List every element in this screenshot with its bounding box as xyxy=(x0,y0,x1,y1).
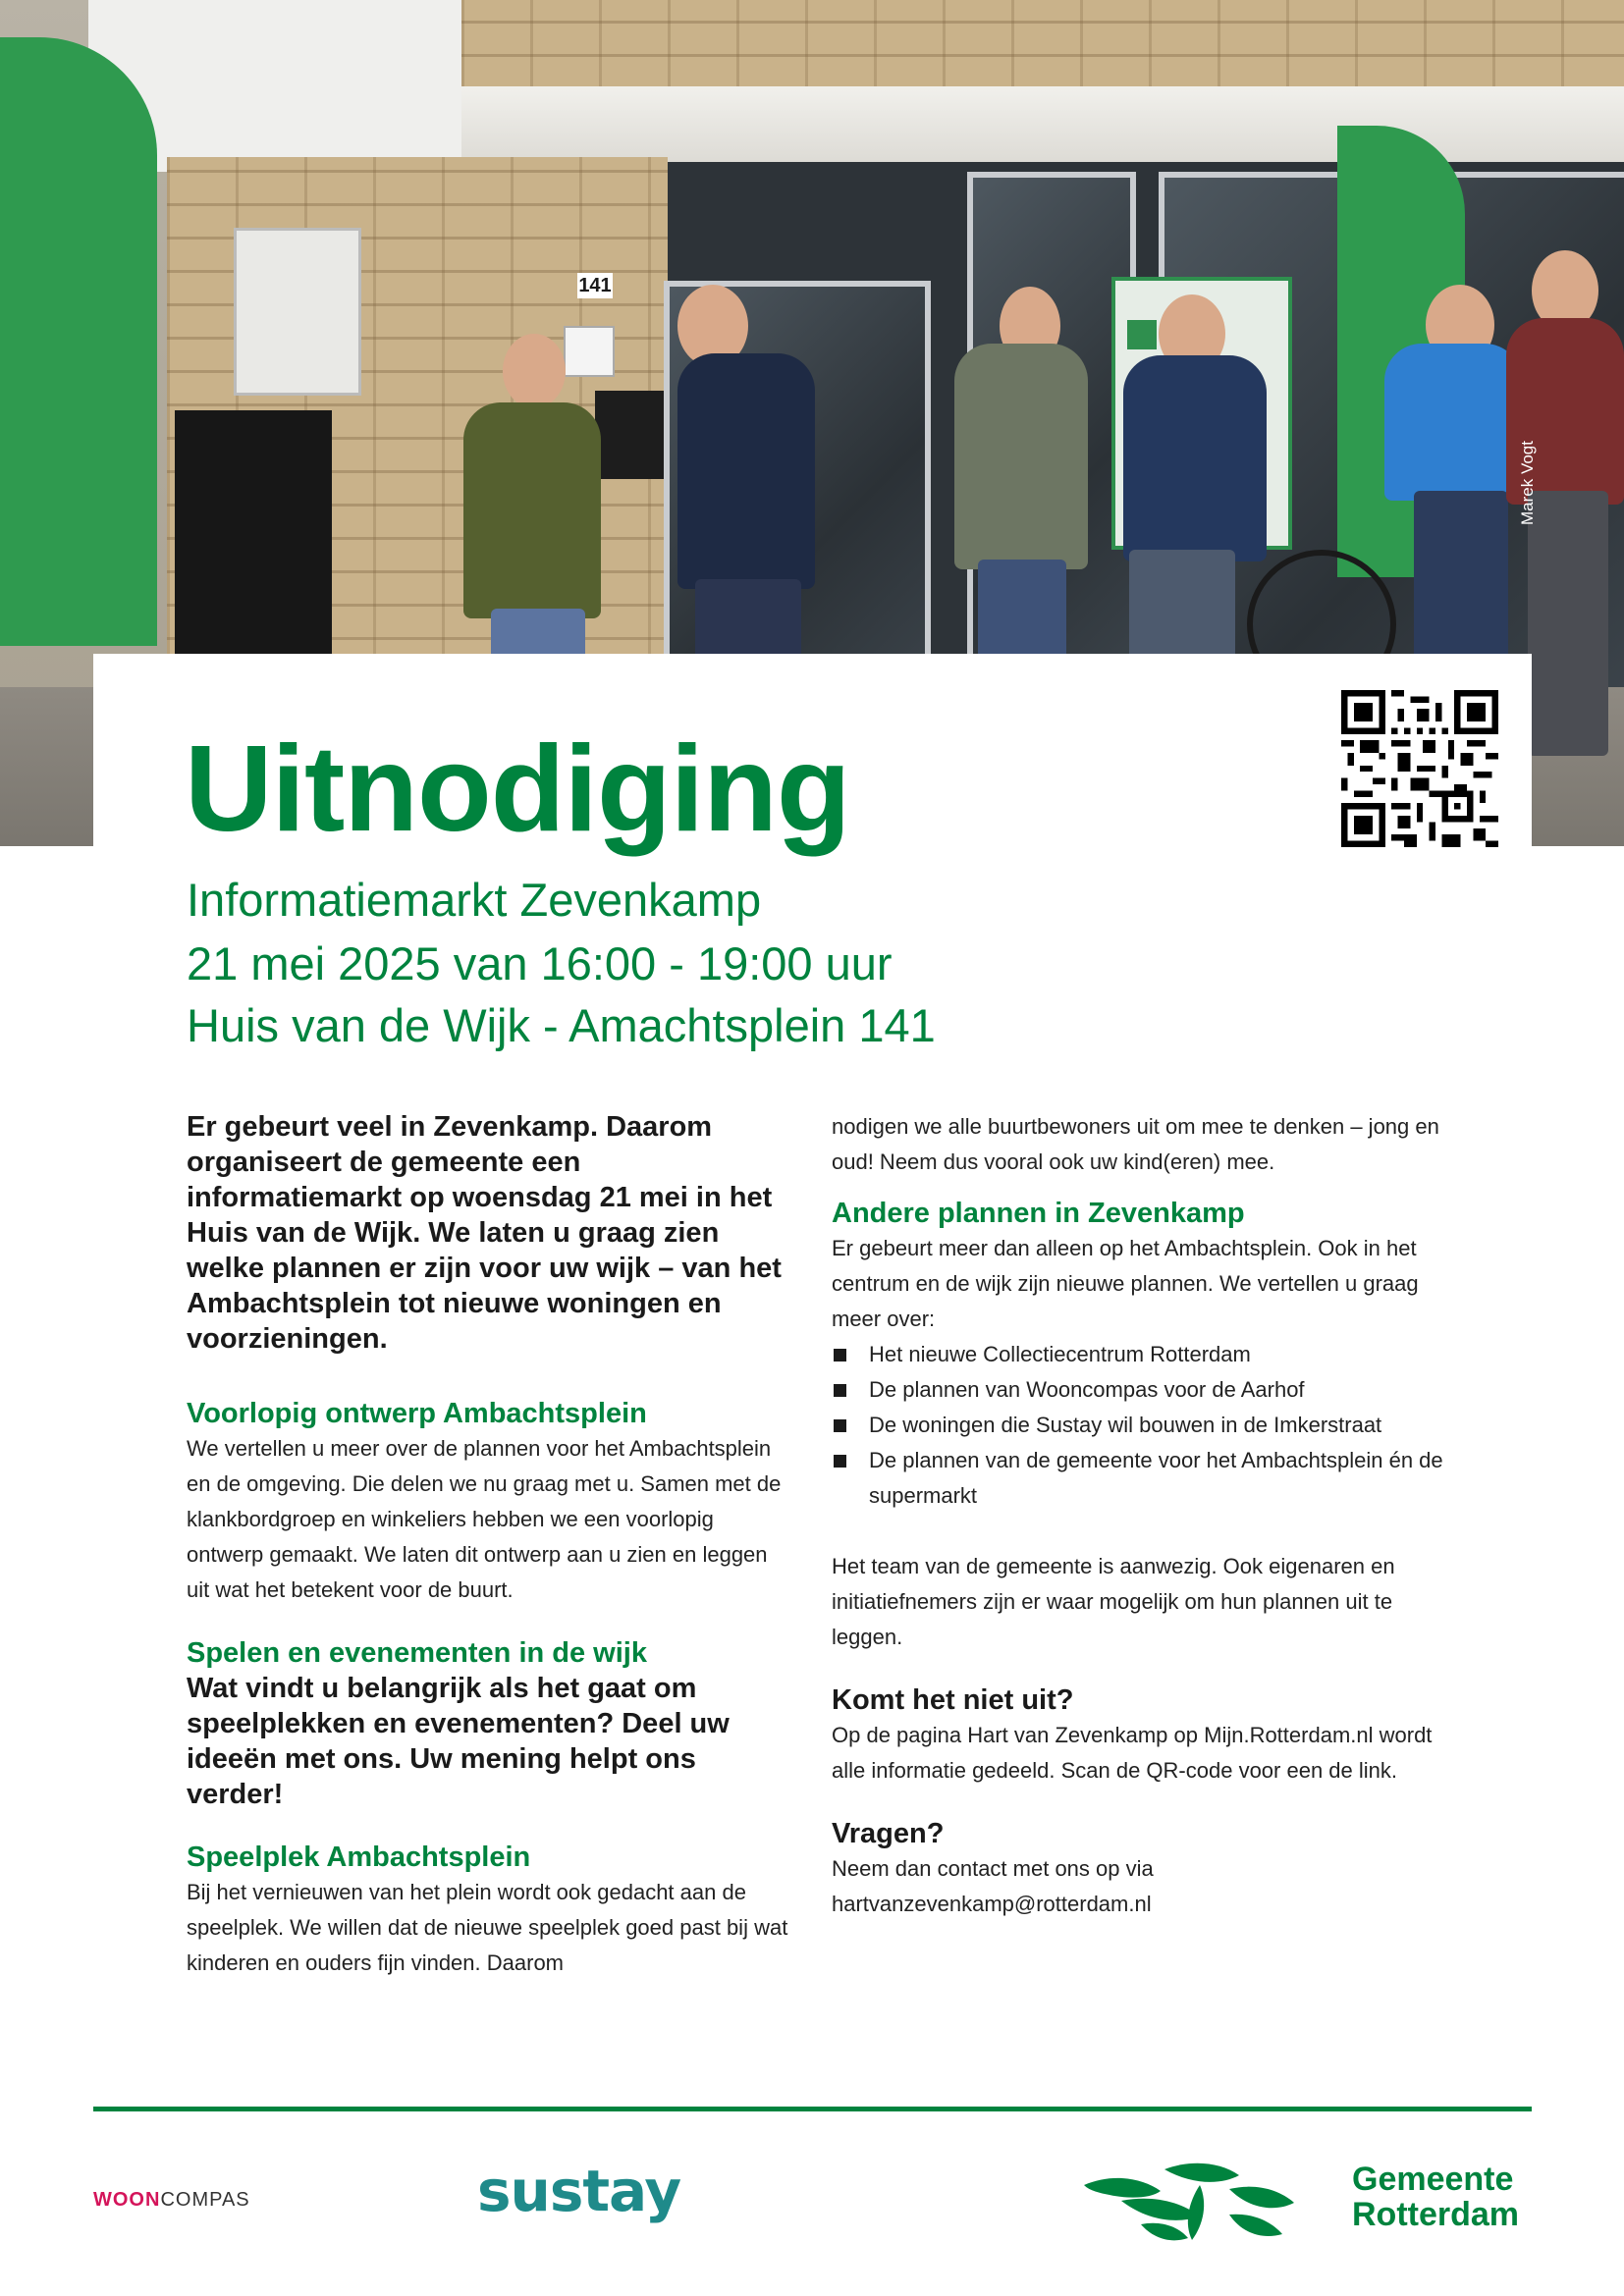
heading-vragen: Vragen? xyxy=(832,1818,945,1849)
list-item: De plannen van de gemeente voor het Ambachtsplein én de supermarkt xyxy=(832,1443,1460,1514)
heading-voorlopig-ontwerp: Voorlopig ontwerp Ambachtsplein xyxy=(187,1398,647,1429)
heading-speelplek: Speelplek Ambachtsplein xyxy=(187,1842,531,1873)
intro-text: Er gebeurt veel in Zevenkamp. Daarom organiseert de gemeente een informatiemarkt op woensdag 21 mei in het Huis van de Wijk. We laten u graag zien welke plannen er zijn voor uw wijk – van het Ambachtsplein tot nieuwe woningen en voorzieningen. xyxy=(187,1111,782,1355)
text-speelplek: Bij het vernieuwen van het plein wordt ook gedacht aan de speelplek. We willen dat de nieuwe speelplek goed past bij wat kinderen en ouders fijn vinden. Daarom xyxy=(187,1880,788,1975)
event-name: Informatiemarkt Zevenkamp xyxy=(187,874,762,926)
text-voorlopig-ontwerp: We vertellen u meer over de plannen voor het Ambachtsplein en de omgeving. Die delen we nu graag met u. Samen met de klankbordgroep en winkeliers hebben we een voorlopig ontwerp gemaakt. We laten dit ontwerp aan u zien en leggen uit wat het betekent voor de buurt. xyxy=(187,1436,782,1602)
meter-cabinet xyxy=(234,228,361,396)
footer-divider xyxy=(93,2107,1532,2111)
qr-code[interactable] xyxy=(1341,690,1498,847)
text-team: Het team van de gemeente is aanwezig. Ook eigenaren en initiatiefnemers zijn er waar mogelijk om hun plannen uit te leggen. xyxy=(832,1554,1395,1649)
bullet-square-icon xyxy=(834,1349,846,1362)
heading-andere-plannen: Andere plannen in Zevenkamp xyxy=(832,1198,1245,1229)
text-vragen: Neem dan contact met ons op via xyxy=(832,1856,1154,1881)
bullet-square-icon xyxy=(834,1455,846,1468)
text-continuation: nodigen we alle buurtbewoners uit om mee te denken – jong en oud! Neem dus vooral ook uw kind(eren) mee. xyxy=(832,1114,1439,1174)
mailbox xyxy=(595,391,664,479)
contact-email[interactable]: hartvanzevenkamp@rotterdam.nl xyxy=(832,1892,1152,1916)
sustay-logo: sustay xyxy=(477,2158,681,2224)
left-column xyxy=(187,1109,795,1981)
plans-list xyxy=(832,1337,1460,1514)
bullet-square-icon xyxy=(834,1419,846,1432)
text-komt-niet-uit: Op de pagina Hart van Zevenkamp op Mijn.Rotterdam.nl wordt alle informatie gedeeld. Scan de QR-code voor een de link. xyxy=(832,1723,1433,1783)
list-item: Het nieuwe Collectiecentrum Rotterdam xyxy=(832,1337,1460,1372)
text-andere-plannen: Er gebeurt meer dan alleen op het Ambachtsplein. Ook in het centrum en de wijk zijn nieuwe plannen. We vertellen u graag meer over: xyxy=(832,1236,1419,1331)
text-spelen-evenementen: Wat vindt u belangrijk als het gaat om speelplekken en evenementen? Deel uw ideeën met ons. Uw mening helpt ons verder! xyxy=(187,1673,730,1810)
list-item: De woningen die Sustay wil bouwen in de Imkerstraat xyxy=(832,1408,1460,1443)
page-title: Uitnodiging xyxy=(185,721,850,857)
right-column xyxy=(832,1109,1460,1922)
heading-spelen-evenementen: Spelen en evenementen in de wijk xyxy=(187,1637,647,1669)
gemeente-rotterdam-wordmark: Gemeente Rotterdam xyxy=(1352,2161,1520,2233)
heading-komt-niet-uit: Komt het niet uit? xyxy=(832,1684,1074,1716)
wooncompas-logo: WOONCOMPAS xyxy=(93,2189,250,2211)
list-item: De plannen van Wooncompas voor de Aarhof xyxy=(832,1372,1460,1408)
flag-banner-left xyxy=(0,37,157,646)
bullet-square-icon xyxy=(834,1384,846,1397)
event-date-time: 21 mei 2025 van 16:00 - 19:00 uur xyxy=(187,937,893,989)
photo-credit: Marek Vogt xyxy=(1518,441,1537,525)
event-location: Huis van de Wijk - Amachtsplein 141 xyxy=(187,999,936,1051)
house-number: 141 xyxy=(578,275,612,296)
rotterdam-lion-logo-icon xyxy=(1082,2156,1296,2246)
